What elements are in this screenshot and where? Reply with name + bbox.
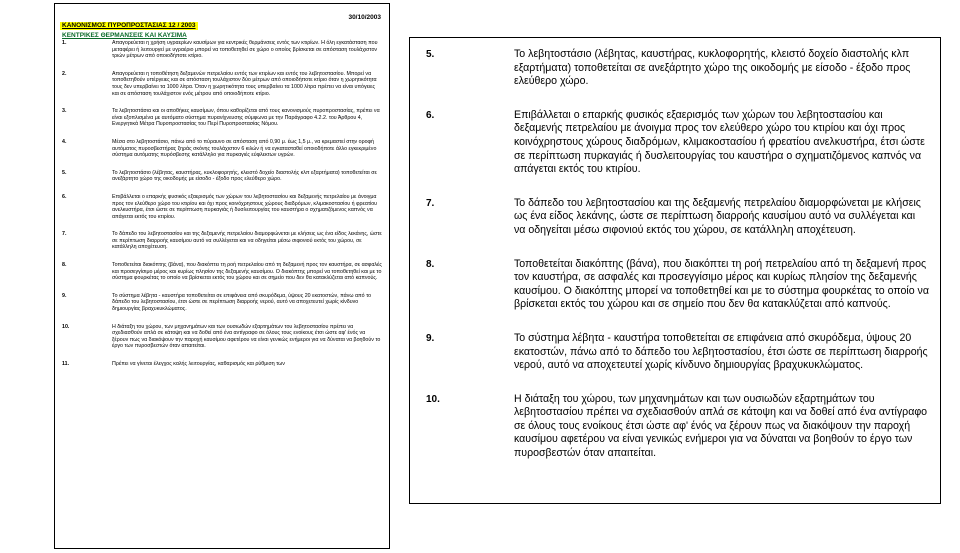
item-text: Τοποθετείται διακόπτης (βάνα), που διακόπτει τη ροή πετρελαίου από τη δεξαμενή προς τον καυστήρα, σε ασφαλές και προσεγγίσιμο μέρος και κυρίως πλησίον της δεξαμενής καυσίμου. Ο διακόπτης μπορεί να τοποθετηθεί και με το σύστημα φουρκέτας το οποίο να βρίσκεται εκτός του χώρου και σε σημείο που δεν θα κατακλύζεται από καπνούς. xyxy=(112,262,382,282)
item-text: Τοποθετείται διακόπτης (βάνα), που διακόπτει τη ροή πετρελαίου από τη δεξαμενή προς τον καυστήρα, σε ασφαλές και προσεγγίσιμο μέρος και κυρίως πλησίον της δεξαμενής καυσίμου. Ο διακόπτης μπορεί να τοποθετηθεί και με το σύστημα φουρκέτας το οποίο να βρίσκεται εκτός του χώρου και σε σημείο που δεν θα κατακλύζεται από καπνούς. xyxy=(514,257,929,311)
item-text: Το σύστημα λέβητα - καυστήρα τοποθετείται σε επιφάνεια από σκυρόδεμα, ύψους 20 εκατοστών, πάνω από το δάπεδο του λεβητοστασίου, έτσι ώστε σε περίπτωση διαρροής νερού, αυτό να αποχετευτεί χωρίς κίνδυνο δημιουργίας βραχυκυκλώματος. xyxy=(112,292,372,313)
item-text: Η διάταξη του χώρου, των μηχανημάτων και των ουσιωδών εξαρτημάτων του λεβητοστασίου πρέπει να σχεδιασθούν απλά σε κάτοψη και να δοθεί από ένα αντίγραφο σε όλους τους ενοίκους έτσι ώστε αφ' ένός να ξέρουν πως να διακόψουν την παροχή καυσίμου αφετέρου να είναι γενικώς ενήμεροι για να δύναται να βοηθούν το έργο των πυροσβεστών όταν απαιτείται. xyxy=(112,323,381,350)
list-item xyxy=(60,139,386,159)
item-text: Επιβάλλεται ο επαρκής φυσικός εξαερισμός των χώρων του λεβητοστασίου και δεξαμενής πετρελαίου με άνοιγμα προς τον ελεύθερο χώρο του κτιρίου και όχι προς κοινόχρηστους χώρους διαδρόμων, κλιμακοστασίου ή φρεατίου ανελκυστήρα, έτσι ώστε σε περίπτωση πυρκαγιάς ή δυσλειτουργίας του καυστήρα ο σχηματιζόμενος καπνός να απάγεται εκτός του κτιρίου. xyxy=(112,193,378,220)
list-item xyxy=(60,40,386,60)
item-number: 5. xyxy=(62,169,67,176)
item-number: 10. xyxy=(62,323,70,330)
item-text: Το σύστημα λέβητα - καυστήρα τοποθετείται σε επιφάνεια από σκυρόδεμα, ύψους 20 εκατοστών, πάνω από το δάπεδο του λεβητοστασίου, έτσι ώστε σε περίπτωση διαρροής νερού, αυτό να αποχετευτεί χωρίς κίνδυνο δημιουργίας βραχυκυκλώματος. xyxy=(514,331,928,372)
item-text: Απαγορεύεται η τοποθέτηση δεξαμενών πετρελαίου εντός των κτιρίων και εντός του λεβητοστασίου. Μπορεί να τοποθετηθούν υπέργειες και σε απόσταση τουλάχιστον δύο μέτρων από οποιοδήποτε κτίριο όταν η χωρητικότητα τους δεν υπερβαίνει τα 1000 λίτρα. Όταν η χωρητικότητα τους υπερβαίνει τα 1000 λίτρα πρέπει να είναι υπόγειες και σε απόσταση τουλάχιστον ενός μέτρου από οποιοδήποτε κτίριο. xyxy=(112,70,377,97)
document-header xyxy=(60,14,198,40)
list-item xyxy=(426,109,932,177)
list-item xyxy=(60,194,386,220)
regulation-page-thumbnail xyxy=(54,3,390,549)
item-text: Τα λεβητοστάσια και οι αποθήκες καυσίμων, όπου καθορίζεται από τους κανονισμούς πυροπροστασίας, πρέπει να είναι εξοπλισμένα με αυτόματο σύστημα πυρανίχνευσης σύμφωνα με την Παράγραφο 4.2.2. του Άρθρου 4, Ενεργητικά Μέτρα Πυροπροστασίας του Περί Πυροπροστασίας Νόμου. xyxy=(112,108,380,128)
item-text: Το λεβητοστάσιο (λέβητας, καυστήρας, κυκλοφορητής, κλειστό δοχείο διαστολής κλπ εξαρτήματα) τοποθετείται σε ανεξάρτητο χώρο της οικοδομής με είσοδο - έξοδο προς ελεύθερο χώρο. xyxy=(514,48,911,88)
list-item xyxy=(60,361,386,368)
list-item xyxy=(60,231,386,251)
item-text: Επιβάλλεται ο επαρκής φυσικός εξαερισμός των χώρων του λεβητοστασίου και δεξαμενής πετρελαίου με άνοιγμα προς τον ελεύθερο χώρο του κτιρίου και όχι προς κοινόχρηστους χώρους διαδρόμων, κλιμακοστασίου ή φρεατίου ανελκυστήρα, έτσι ώστε σε περίπτωση πυρκαγιάς ή δυσλειτουργίας του καυστήρα ο σχηματιζόμενος καπνός να απάγεται εκτός του κτιρίου. xyxy=(514,108,925,176)
item-number: 6. xyxy=(62,193,67,200)
regulation-item-list xyxy=(60,40,386,379)
item-number: 7. xyxy=(62,231,67,238)
list-item xyxy=(426,393,932,461)
document-subtitle: ΚΕΝΤΡΙΚΕΣ ΘΕΡΜΑΝΣΕΙΣ ΚΑΙ ΚΑΥΣΙΜΑ xyxy=(62,32,187,39)
item-text: Μέσα στο λεβητοστάσιο, πάνω από το πύραυνο σε απόσταση από 0,90 μ. έως 1,5 μ., να κρεμαστεί στην οροφή αυτόματος πυροσβεστήρας ξηράς σκόνης τουλάχιστον 6 κιλών ή να εγκατασταθεί οποιοδήποτε άλλο εγκεκριμένο σύστημα αυτόματης πυρόσβεσης κατάλληλο για πυρκαγιές εύφλεκτων υγρών. xyxy=(112,138,377,159)
list-item xyxy=(60,262,386,282)
item-text: Το δάπεδο του λεβητοστασίου και της δεξαμενής πετρελαίου διαμορφώνεται με κλήσεις ως ένα είδος λεκάνης, ώστε σε περίπτωση διαρροής καυσίμου αυτό να συλλέγεται και να οδηγείται μέσω σιφονιού εκτός του χώρου, σε κατάλληλη αποχέτευση. xyxy=(514,196,921,236)
document-title: ΚΑΝΟΝΙΣΜΟΣ ΠΥΡΟΠΡΟΣΤΑΣΙΑΣ 12 / 2003 xyxy=(62,22,196,29)
item-text: Το δάπεδο του λεβητοστασίου και της δεξαμενής πετρελαίου διαμορφώνεται με κλήσεις ως ένα είδος λεκάνης, ώστε σε περίπτωση διαρροής καυσίμου αυτό να συλλέγεται και να οδηγείται μέσω σιφονιού εκτός του χώρου, σε κατάλληλη αποχέτευση. xyxy=(112,231,382,251)
list-item xyxy=(60,108,386,128)
list-item xyxy=(60,324,386,350)
item-number: 1. xyxy=(62,40,67,46)
regulation-excerpt-enlarged xyxy=(409,37,941,504)
item-number: 8. xyxy=(426,258,435,270)
item-number: 8. xyxy=(62,262,67,269)
item-text: Απαγορεύεται η χρήση υγραερίων καυσίμων για κεντρικές θερμάνσεις εντός των κτιρίων. Η όλη εγκατάσταση που μεταφέρει ή λειτουργεί με υγραέριο μπορεί να τοποθετηθεί σε χώρο ο οποίος βρίσκεται σε απόσταση τουλάχιστον τριών μέτρων από οποιοδήποτε κτίριο. xyxy=(112,40,378,60)
list-item xyxy=(60,170,386,183)
item-number: 9. xyxy=(62,292,67,299)
item-text: Η διάταξη του χώρου, των μηχανημάτων και των ουσιωδών εξαρτημάτων του λεβητοστασίου πρέπει να σχεδιασθούν απλά σε κάτοψη και να δοθεί από ένα αντίγραφο σε όλους τους ενοίκους έτσι ώστε αφ' ένός να ξέρουν πως να διακόψουν την παροχή καυσίμου αφετέρου να είναι γενικώς ενήμεροι για να δύναται να βοηθούν το έργο των πυροσβεστών όταν απαιτείται. xyxy=(514,392,928,460)
item-number: 10. xyxy=(426,393,440,405)
item-number: 5. xyxy=(426,49,435,60)
item-number: 3. xyxy=(62,108,67,115)
list-item xyxy=(426,197,932,238)
item-number: 2. xyxy=(62,70,67,77)
list-item xyxy=(60,71,386,97)
excerpt-item-list xyxy=(426,48,932,481)
item-number: 9. xyxy=(426,332,435,344)
list-item xyxy=(60,293,386,313)
item-text: Πρέπει να γίνεται έλεγχος καλής λειτουργίας, καθαρισμός και ρύθμιση των xyxy=(112,361,285,367)
item-number: 7. xyxy=(426,197,435,209)
list-item xyxy=(426,332,932,373)
document-date: 30/10/2003 xyxy=(348,14,381,21)
item-number: 11. xyxy=(62,361,70,367)
item-text: Το λεβητοστάσιο (λέβητας, καυστήρας, κυκλοφορητής, κλειστό δοχείο διαστολής κλπ εξαρτήματα) τοποθετείται σε ανεξάρτητο χώρο της οικοδομής με είσοδο - έξοδο προς ελεύθερο χώρο. xyxy=(112,169,377,183)
item-number: 6. xyxy=(426,109,435,121)
item-number: 4. xyxy=(62,138,67,145)
list-item xyxy=(426,258,932,312)
list-item xyxy=(426,48,932,89)
